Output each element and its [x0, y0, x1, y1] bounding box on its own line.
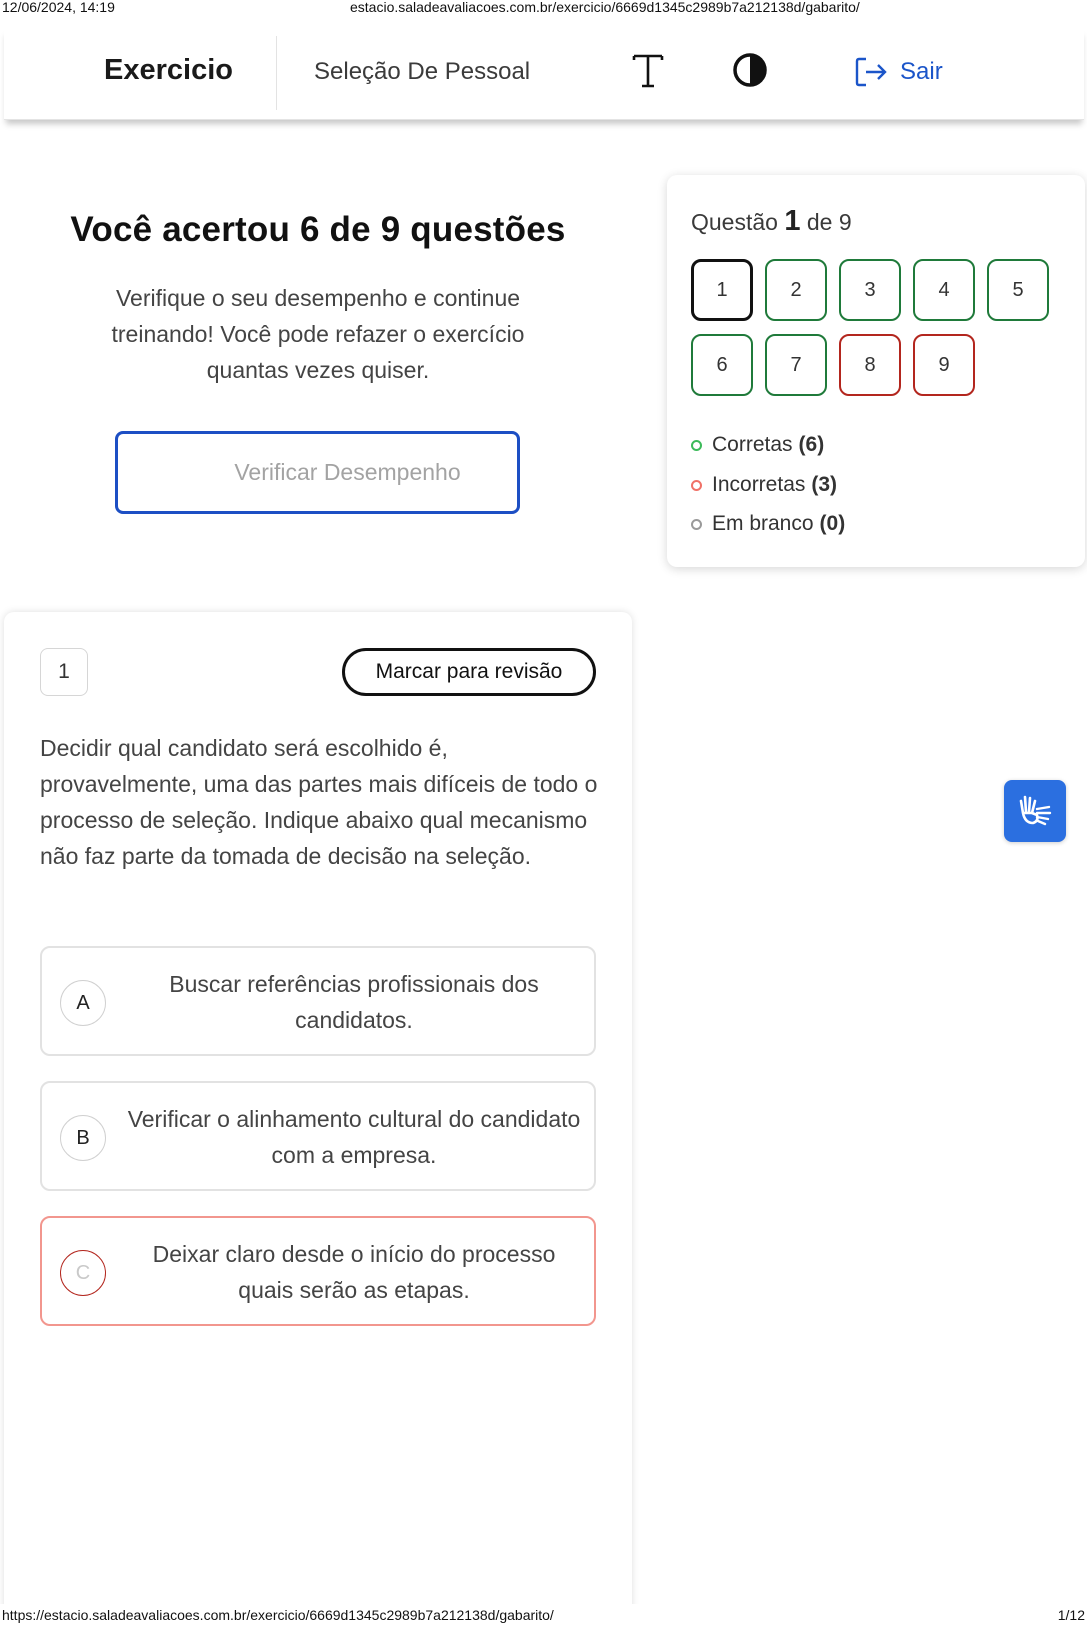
- verify-performance-button[interactable]: Verificar Desempenho: [115, 431, 520, 514]
- option-letter: A: [60, 980, 106, 1026]
- print-datetime: 12/06/2024, 14:19: [2, 0, 115, 15]
- question-navigator: [667, 175, 1085, 567]
- blank-dot-icon: [691, 519, 702, 530]
- question-nav-button-2[interactable]: 2: [765, 259, 827, 321]
- question-card: [4, 612, 632, 1625]
- print-page-number: 1/12: [1057, 1607, 1085, 1623]
- question-nav-button-6[interactable]: 6: [691, 334, 753, 396]
- option-letter: B: [60, 1115, 106, 1161]
- option-text: Deixar claro desde o início do processo quais serão as etapas.: [152, 1241, 556, 1303]
- legend-incorrect-count: (3): [811, 473, 838, 496]
- logout-label: Sair: [900, 58, 943, 85]
- navigator-total: de 9: [806, 209, 852, 235]
- print-header: [0, 0, 1087, 16]
- logout-button[interactable]: [854, 54, 943, 90]
- legend-blank-label: Em branco: [712, 512, 814, 535]
- legend-incorrect-label: Incorretas: [712, 473, 806, 496]
- contrast-icon[interactable]: [730, 50, 770, 90]
- legend-blank-count: (0): [819, 512, 846, 535]
- question-nav-button-7[interactable]: 7: [765, 334, 827, 396]
- print-footer: [0, 1604, 1087, 1625]
- navigator-title: [691, 205, 852, 238]
- legend-incorrect: [691, 473, 837, 497]
- print-footer-url: https://estacio.saladeavaliacoes.com.br/exercicio/6669d1345c2989b7a212138d/gabarito/: [2, 1607, 554, 1623]
- top-navbar: [4, 28, 1084, 120]
- result-title: Você acertou 6 de 9 questões: [70, 210, 566, 249]
- option-text: Verificar o alinhamento cultural do candidato com a empresa.: [127, 1106, 581, 1168]
- question-nav-button-9[interactable]: 9: [913, 334, 975, 396]
- option-letter: C: [60, 1250, 106, 1296]
- legend-correct-count: (6): [798, 433, 825, 456]
- mark-for-review-button[interactable]: Marcar para revisão: [342, 648, 596, 696]
- navigator-label: Questão: [691, 209, 778, 235]
- incorrect-dot-icon: [691, 480, 702, 491]
- question-nav-button-4[interactable]: 4: [913, 259, 975, 321]
- question-nav-button-3[interactable]: 3: [839, 259, 901, 321]
- result-summary: [0, 210, 636, 388]
- logout-icon: [854, 56, 888, 88]
- brand-title[interactable]: Exercicio: [104, 54, 233, 86]
- legend-blank: [691, 512, 845, 536]
- question-nav-button-8[interactable]: 8: [839, 334, 901, 396]
- navbar-divider: [276, 36, 277, 110]
- question-nav-button-1[interactable]: 1: [691, 259, 753, 321]
- legend-correct: [691, 433, 824, 457]
- option-text: Buscar referências profissionais dos candidatos.: [169, 971, 539, 1033]
- subject-title: Seleção De Pessoal: [314, 58, 531, 85]
- print-header-url: estacio.saladeavaliacoes.com.br/exercicio/6669d1345c2989b7a212138d/gabarito/: [350, 0, 860, 15]
- result-message: Verifique o seu desempenho e continue treinando! Você pode refazer o exercício quantas vezes quiser.: [111, 285, 525, 383]
- question-nav-button-5[interactable]: 5: [987, 259, 1049, 321]
- option-c[interactable]: [40, 1216, 596, 1326]
- legend-correct-label: Corretas: [712, 433, 793, 456]
- sign-language-icon[interactable]: [1004, 780, 1066, 842]
- font-size-icon[interactable]: [630, 50, 666, 90]
- correct-dot-icon: [691, 440, 702, 451]
- question-text: Decidir qual candidato será escolhido é, provavelmente, uma das partes mais difíceis de todo o processo de seleção. Indique abaixo qual mecanismo não faz parte da tomada de decisão na seleção.: [40, 735, 598, 869]
- navigator-current: 1: [784, 205, 801, 237]
- option-b[interactable]: [40, 1081, 596, 1191]
- question-number: 1: [40, 648, 88, 696]
- option-a[interactable]: [40, 946, 596, 1056]
